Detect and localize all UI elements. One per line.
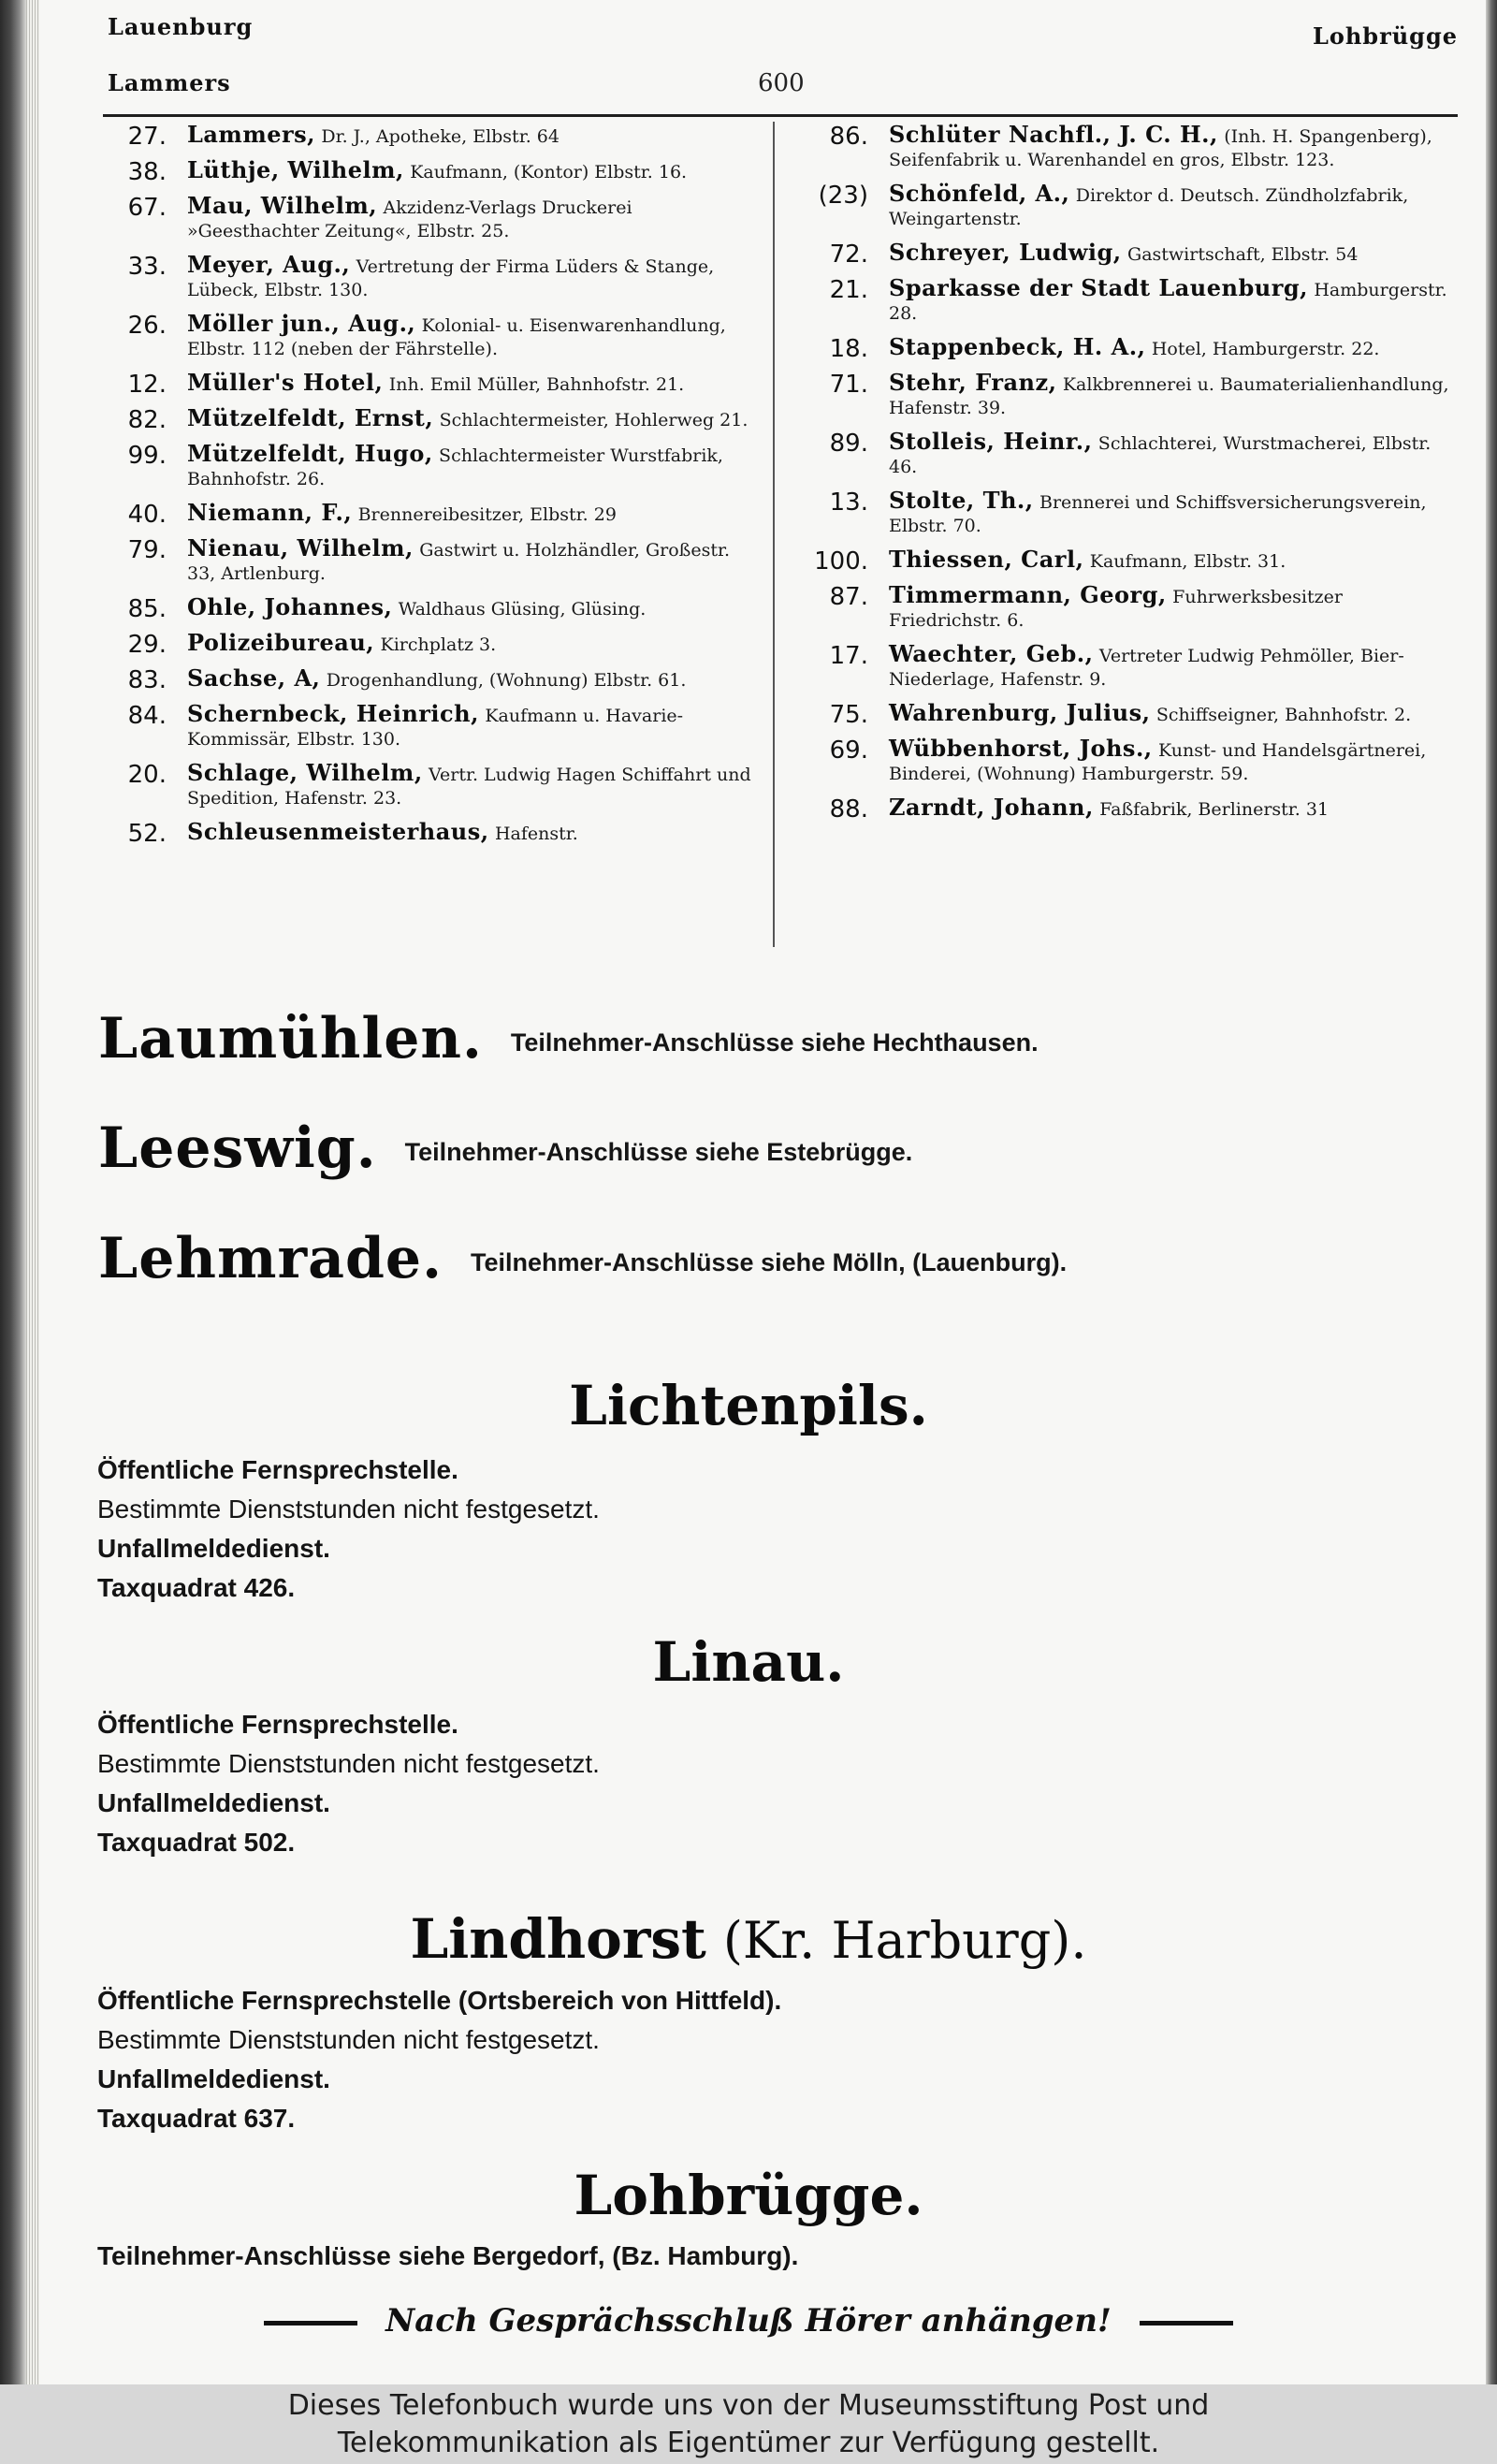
lohbruegge-info xyxy=(97,2237,798,2276)
list-item xyxy=(94,156,760,186)
left-column-list xyxy=(94,121,760,856)
entry-description: Dr. J., Apotheke, Elbstr. 64 xyxy=(321,126,560,147)
entry-name: Stappenbeck, H. A., xyxy=(889,333,1146,360)
entry-name: Thiessen, Carl, xyxy=(889,546,1084,573)
place-name: Lehmrade. xyxy=(98,1226,443,1291)
list-item xyxy=(94,700,760,751)
entry-name: Schleusenmeisterhaus, xyxy=(187,818,489,845)
entry-description: Direktor d. Deutsch. Zündholzfabrik, Weingartenstr. xyxy=(889,185,1409,229)
entry-name: Stolleis, Heinr., xyxy=(889,428,1093,455)
dash-rule xyxy=(264,2321,357,2325)
entry-description: Inh. Emil Müller, Bahnhofstr. 21. xyxy=(388,374,685,395)
info-line: Unfallmeldedienst. xyxy=(97,1534,330,1563)
entry-description: Schlachtermeister, Hohlerweg 21. xyxy=(439,410,748,430)
info-line: Unfallmeldedienst. xyxy=(97,1788,330,1817)
running-header-left-bottom: Lammers xyxy=(108,69,231,96)
list-item xyxy=(94,440,760,490)
entry-number: 84. xyxy=(127,702,167,730)
page-right-edge xyxy=(1486,0,1497,2384)
place-subtitle: (Kr. Harburg). xyxy=(722,1911,1087,1970)
cross-reference-text: Teilnehmer-Anschlüsse siehe Mölln, (Lauenburg). xyxy=(470,1248,1068,1276)
entry-name: Schlage, Wilhelm, xyxy=(187,759,423,786)
info-line: Taxquadrat 426. xyxy=(97,1573,296,1602)
entry-name: Mau, Wilhelm, xyxy=(187,192,378,219)
list-item xyxy=(94,534,760,585)
list-item xyxy=(786,489,1458,537)
section-title-lohbruegge: Lohbrügge. xyxy=(574,2164,923,2227)
list-item xyxy=(94,629,760,659)
entry-description: Waldhaus Glüsing, Glüsing. xyxy=(398,599,647,620)
entry-description: Vertretung der Firma Lüders & Stange, Lübeck, Elbstr. 130. xyxy=(187,256,715,300)
entry-description: Gastwirtschaft, Elbstr. 54 xyxy=(1127,244,1359,265)
entry-name: Sachse, A, xyxy=(187,664,321,692)
info-line: Öffentliche Fernsprechstelle (Ortsbereich von Hittfeld). xyxy=(97,1986,782,2015)
column-divider xyxy=(773,122,775,947)
page-edge-lines xyxy=(26,0,39,2384)
list-item xyxy=(786,546,1458,576)
info-line: Bestimmte Dienststunden nicht festgesetzt. xyxy=(97,1494,600,1524)
entry-name: Möller jun., Aug., xyxy=(187,310,416,337)
entry-description: Kolonial- u. Eisenwarenhandlung, Elbstr. 112 (neben der Fährstelle). xyxy=(187,315,726,359)
footer-line: Telekommunikation als Eigentümer zur Verfügung gestellt. xyxy=(337,2427,1160,2459)
entry-description: Brennereibesitzer, Elbstr. 29 xyxy=(357,504,617,525)
entry-name: Wübbenhorst, Johs., xyxy=(889,735,1153,762)
entry-number: 13. xyxy=(829,488,868,517)
entry-name: Niemann, F., xyxy=(187,499,353,526)
entry-number: 89. xyxy=(829,430,868,458)
linau-info xyxy=(97,1705,600,1862)
entry-number: 85. xyxy=(127,595,167,623)
entry-name: Waechter, Geb., xyxy=(889,640,1094,667)
entry-number: 29. xyxy=(127,631,167,659)
entry-name: Schönfeld, A., xyxy=(889,180,1070,207)
entry-number: 71. xyxy=(829,371,868,399)
list-item xyxy=(94,251,760,301)
entry-number: (23) xyxy=(818,182,868,210)
entry-name: Müller's Hotel, xyxy=(187,369,384,396)
list-item xyxy=(786,121,1458,171)
page-number: 600 xyxy=(758,69,805,97)
list-item xyxy=(94,593,760,623)
entry-number: 79. xyxy=(127,536,167,564)
entry-number: 86. xyxy=(829,123,868,151)
entry-description: Gastwirt u. Holzhändler, Großestr. 33, Artlenburg. xyxy=(187,540,731,584)
info-line: Unfallmeldedienst. xyxy=(97,2064,330,2093)
entry-number: 38. xyxy=(127,158,167,186)
dash-rule xyxy=(1140,2321,1233,2325)
entry-number: 52. xyxy=(127,820,167,848)
entry-number: 83. xyxy=(127,666,167,694)
list-item xyxy=(786,737,1458,785)
info-line: Taxquadrat 637. xyxy=(97,2104,296,2133)
section-lehmrade xyxy=(98,1226,1067,1291)
footer-line: Dieses Telefonbuch wurde uns von der Museumsstiftung Post und xyxy=(287,2389,1210,2422)
place-name: Laumühlen. xyxy=(98,1006,483,1072)
lindhorst-info xyxy=(97,1981,781,2138)
list-item xyxy=(786,430,1458,478)
entry-number: 33. xyxy=(127,253,167,281)
entry-name: Zarndt, Johann, xyxy=(889,794,1094,821)
entry-number: 21. xyxy=(829,276,868,304)
entry-number: 27. xyxy=(127,123,167,151)
lichtenpils-info xyxy=(97,1451,600,1608)
attribution-footer xyxy=(0,2384,1497,2464)
right-column-list xyxy=(786,121,1458,832)
entry-number: 88. xyxy=(829,795,868,824)
list-item xyxy=(94,664,760,694)
list-item xyxy=(94,404,760,434)
info-line: Bestimmte Dienststunden nicht festgesetzt. xyxy=(97,1749,600,1778)
list-item xyxy=(786,369,1458,419)
entry-name: Nienau, Wilhelm, xyxy=(187,534,414,561)
section-title-lichtenpils: Lichtenpils. xyxy=(569,1374,928,1437)
entry-number: 72. xyxy=(829,241,868,269)
entry-number: 40. xyxy=(127,501,167,529)
running-header-left-top: Lauenburg xyxy=(108,13,254,40)
entry-name: Mützelfeldt, Hugo, xyxy=(187,440,433,467)
list-item xyxy=(94,818,760,848)
entry-description: Kaufmann, Elbstr. 31. xyxy=(1089,551,1286,572)
cross-reference-text: Teilnehmer-Anschlüsse siehe Hechthausen. xyxy=(510,1028,1039,1057)
info-line: Teilnehmer-Anschlüsse siehe Bergedorf, (Bz. Hamburg). xyxy=(97,2241,799,2270)
list-item xyxy=(786,333,1458,363)
entry-name: Timmermann, Georg, xyxy=(889,581,1167,608)
entry-description: Hamburgerstr. 28. xyxy=(889,280,1447,324)
entry-name: Stehr, Franz, xyxy=(889,369,1057,396)
entry-number: 99. xyxy=(127,442,167,470)
list-item xyxy=(94,369,760,399)
entry-name: Stolte, Th., xyxy=(889,487,1034,514)
entry-description: Drogenhandlung, (Wohnung) Elbstr. 61. xyxy=(326,670,687,691)
entry-description: Kalkbrennerei u. Baumaterialienhandlung, Hafenstr. 39. xyxy=(889,374,1449,418)
section-title-lindhorst xyxy=(0,1907,1497,1971)
list-item xyxy=(94,759,760,809)
info-line: Taxquadrat 502. xyxy=(97,1828,296,1857)
entry-number: 75. xyxy=(829,701,868,729)
list-item xyxy=(94,192,760,242)
entry-description: Akzidenz-Verlags Druckerei »Geesthachter Zeitung«, Elbstr. 25. xyxy=(187,197,632,241)
book-spine-edge xyxy=(0,0,26,2384)
entry-number: 82. xyxy=(127,406,167,434)
entry-description: Hotel, Hamburgerstr. 22. xyxy=(1151,339,1380,359)
list-item xyxy=(786,182,1458,230)
entry-description: (Inh. H. Spangenberg), Seifenfabrik u. Warenhandel en gros, Elbstr. 123. xyxy=(889,126,1432,170)
running-header-right-top: Lohbrügge xyxy=(1312,22,1458,50)
entry-description: Schlachterei, Wurstmacherei, Elbstr. 46. xyxy=(889,433,1432,477)
entry-description: Kaufmann u. Havarie-Kommissär, Elbstr. 130. xyxy=(187,706,684,750)
entry-number: 87. xyxy=(829,583,868,611)
entry-number: 12. xyxy=(127,371,167,399)
entry-description: Vertr. Ludwig Hagen Schiffahrt und Spedition, Hafenstr. 23. xyxy=(187,765,751,809)
entry-number: 18. xyxy=(829,335,868,363)
closing-note-text: Nach Gesprächsschluß Hörer anhängen! xyxy=(385,2302,1112,2340)
entry-name: Polizeibureau, xyxy=(187,629,375,656)
entry-description: Schiffseigner, Bahnhofstr. 2. xyxy=(1155,705,1412,725)
list-item xyxy=(786,794,1458,824)
entry-name: Wahrenburg, Julius, xyxy=(889,699,1151,726)
list-item xyxy=(94,310,760,360)
closing-note xyxy=(0,2302,1497,2340)
entry-number: 26. xyxy=(127,312,167,340)
header-rule xyxy=(103,114,1458,117)
entry-description: Faßfabrik, Berlinerstr. 31 xyxy=(1099,799,1330,820)
entry-number: 17. xyxy=(829,642,868,670)
list-item xyxy=(94,121,760,151)
entry-name: Lammers, xyxy=(187,121,315,148)
list-item xyxy=(94,499,760,529)
list-item xyxy=(786,239,1458,269)
list-item xyxy=(786,699,1458,729)
entry-description: Vertreter Ludwig Pehmöller, Bier-Niederlage, Hafenstr. 9. xyxy=(889,646,1404,690)
list-item xyxy=(786,581,1458,632)
entry-name: Schlüter Nachfl., J. C. H., xyxy=(889,121,1218,148)
entry-name: Schernbeck, Heinrich, xyxy=(187,700,479,727)
section-leeswig xyxy=(98,1115,912,1181)
section-title-linau: Linau. xyxy=(652,1630,845,1694)
entry-name: Meyer, Aug., xyxy=(187,251,351,278)
entry-name: Sparkasse der Stadt Lauenburg, xyxy=(889,274,1308,301)
info-line: Öffentliche Fernsprechstelle. xyxy=(97,1710,458,1739)
entry-description: Kunst- und Handelsgärtnerei, Binderei, (Wohnung) Hamburgerstr. 59. xyxy=(889,740,1427,784)
info-line: Bestimmte Dienststunden nicht festgesetzt. xyxy=(97,2025,600,2054)
entry-name: Mützelfeldt, Ernst, xyxy=(187,404,434,431)
place-name: Lindhorst xyxy=(410,1907,706,1971)
entry-name: Lüthje, Wilhelm, xyxy=(187,156,404,183)
place-name: Leeswig. xyxy=(98,1115,377,1181)
list-item xyxy=(786,640,1458,691)
entry-description: Kaufmann, (Kontor) Elbstr. 16. xyxy=(410,162,688,182)
entry-name: Ohle, Johannes, xyxy=(187,593,393,620)
section-laumuehlen xyxy=(98,1006,1039,1072)
cross-reference-text: Teilnehmer-Anschlüsse siehe Estebrügge. xyxy=(404,1138,913,1166)
entry-number: 69. xyxy=(829,736,868,765)
entry-description: Kirchplatz 3. xyxy=(380,634,497,655)
entry-description: Hafenstr. xyxy=(494,824,578,844)
list-item xyxy=(786,274,1458,325)
entry-name: Schreyer, Ludwig, xyxy=(889,239,1122,266)
entry-description: Brennerei und Schiffsversicherungsverein, Elbstr. 70. xyxy=(889,492,1427,536)
entry-description: Schlachtermeister Wurstfabrik, Bahnhofstr. 26. xyxy=(187,445,723,489)
entry-description: Fuhrwerksbesitzer Friedrichstr. 6. xyxy=(889,587,1343,631)
entry-number: 100. xyxy=(814,547,868,576)
entry-number: 20. xyxy=(127,761,167,789)
info-line: Öffentliche Fernsprechstelle. xyxy=(97,1455,458,1484)
entry-number: 67. xyxy=(127,194,167,222)
